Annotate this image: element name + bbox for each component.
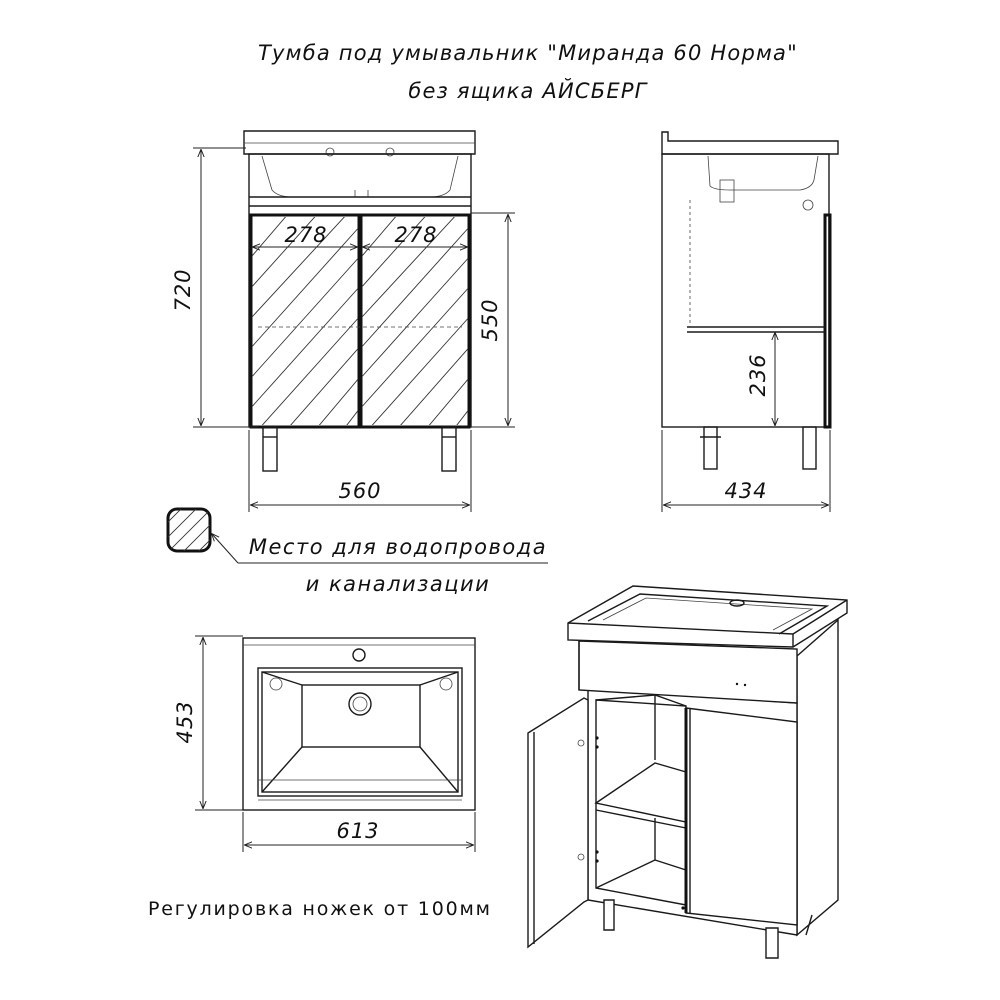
- top-view: [243, 638, 475, 810]
- footer-legs-note: Регулировка ножек от 100мм: [148, 898, 492, 920]
- top-bowl-inner: [302, 685, 420, 747]
- front-basin-bowl: [262, 156, 458, 197]
- side-leg-front: [803, 427, 816, 469]
- front-dim-560-label: 560: [338, 479, 382, 503]
- isometric-view: [528, 586, 847, 958]
- side-dim-236: [746, 333, 775, 425]
- top-tap-hole: [353, 649, 365, 661]
- top-dim-453: [173, 636, 243, 810]
- front-dim-278-left: [253, 223, 357, 247]
- front-dim-720: [171, 148, 258, 427]
- side-leg-back: [704, 427, 717, 469]
- front-dim-550: [471, 213, 515, 427]
- front-leg-right: [442, 427, 456, 471]
- side-view: [662, 132, 838, 469]
- iso-side-panel: [797, 620, 838, 935]
- top-dim-613-label: 613: [336, 819, 380, 843]
- top-dim-613: [243, 812, 475, 852]
- side-door-edge: [825, 215, 830, 427]
- front-dim-278-right-label: 278: [394, 223, 438, 247]
- title-line-1: Тумба под умывальник "Миранда 60 Норма": [258, 41, 798, 65]
- front-dim-278-left-label: 278: [284, 223, 328, 247]
- front-dim-560: [249, 430, 471, 512]
- side-basin: [662, 132, 838, 154]
- side-dim-236-label: 236: [746, 353, 770, 397]
- side-dim-434: [662, 430, 830, 512]
- front-basin-rim: [244, 131, 475, 154]
- top-dim-453-label: 453: [173, 700, 197, 744]
- side-dim-434-label: 434: [724, 479, 768, 503]
- legend-line-2: и канализации: [305, 572, 491, 596]
- front-dim-278-right: [363, 223, 467, 247]
- iso-door-left: [528, 698, 588, 947]
- front-view: [240, 131, 480, 471]
- front-leg-left: [263, 427, 277, 471]
- iso-leg-front-right: [766, 928, 778, 958]
- iso-door-right: [686, 708, 797, 925]
- front-dim-550-label: 550: [478, 298, 502, 342]
- front-dim-720-label: 720: [171, 268, 195, 312]
- legend: [160, 500, 548, 596]
- legend-line-1: Место для водопровода: [248, 535, 548, 559]
- iso-leg-front-left: [604, 900, 614, 930]
- top-drain-hole: [349, 693, 371, 715]
- top-basin-outline: [243, 638, 475, 810]
- title-line-2: без ящика АЙСБЕРГ: [408, 79, 648, 103]
